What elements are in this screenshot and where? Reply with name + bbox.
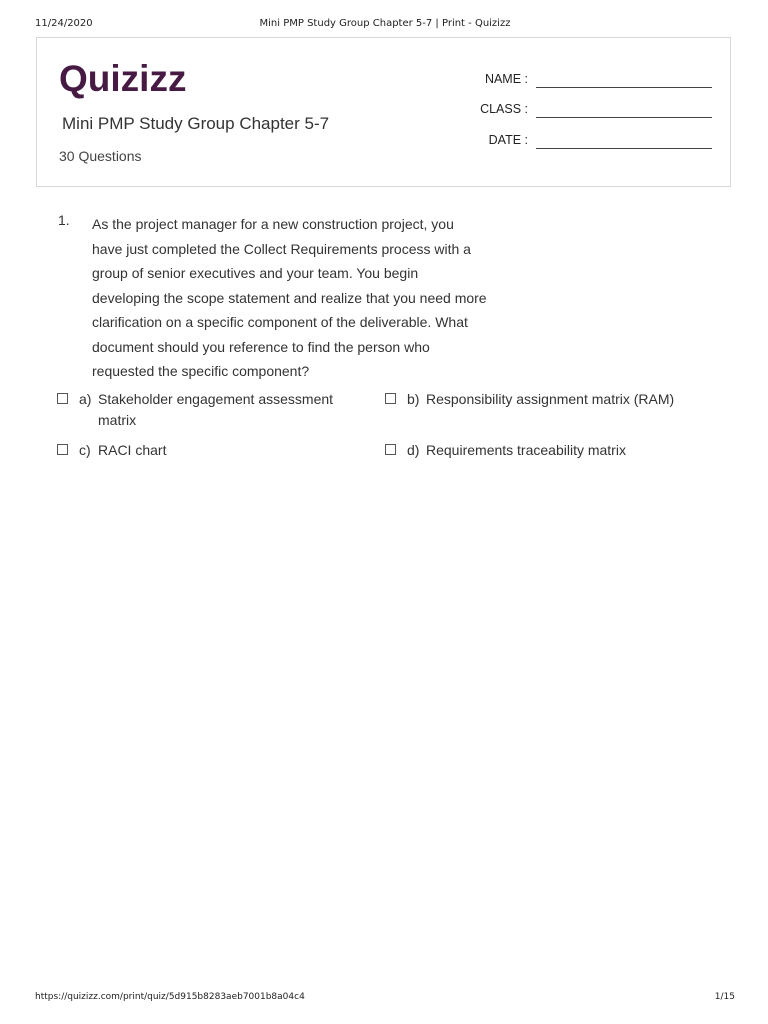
print-footer — [35, 992, 735, 1006]
checkbox-icon[interactable] — [385, 393, 396, 404]
class-line[interactable] — [536, 117, 712, 118]
quiz-title: Mini PMP Study Group Chapter 5-7 — [62, 114, 330, 133]
checkbox-icon[interactable] — [385, 444, 396, 455]
option-text: Requirements traceability matrix — [426, 442, 626, 458]
name-line[interactable] — [536, 87, 712, 88]
option-text: RACI chart — [98, 442, 167, 458]
class-field[interactable] — [477, 102, 712, 122]
class-label: CLASS : — [480, 102, 528, 116]
print-header — [35, 18, 735, 32]
print-title: Mini PMP Study Group Chapter 5-7 | Print - Quizizz — [259, 18, 511, 29]
print-date: 11/24/2020 — [35, 18, 93, 29]
option-letter: c) — [79, 442, 91, 458]
print-url[interactable]: https://quizizz.com/print/quiz/5d915b8283aeb7001b8a04c4 — [35, 992, 305, 1002]
option-letter: a) — [79, 391, 92, 407]
option-letter: d) — [407, 442, 420, 458]
question-text: As the project manager for a new construction project, you have just completed the Collect Requirements process with a group of senior executives and your team. You begin developing the scope statement and realize that you need more clarification on a specific component of the deliverable. What document should you reference to find the person who requested the specific component? — [92, 216, 487, 379]
date-line[interactable] — [536, 148, 712, 149]
option-text: Stakeholder engagement assessment matrix — [98, 391, 334, 428]
quizizz-logo — [59, 58, 193, 100]
svg-text:Quizizz: Quizizz — [59, 58, 187, 99]
checkbox-icon[interactable] — [57, 444, 68, 455]
quiz-header-box — [36, 37, 731, 187]
date-field[interactable] — [477, 133, 712, 153]
name-label: NAME : — [484, 72, 528, 86]
page-number: 1/15 — [714, 992, 735, 1002]
date-label: DATE : — [488, 133, 528, 147]
checkbox-icon[interactable] — [57, 393, 68, 404]
question-count: 30 Questions — [59, 148, 142, 164]
question-number: 1. — [58, 212, 70, 228]
option-letter: b) — [407, 391, 420, 407]
name-field[interactable] — [477, 72, 712, 92]
option-text: Responsibility assignment matrix (RAM) — [426, 391, 675, 407]
